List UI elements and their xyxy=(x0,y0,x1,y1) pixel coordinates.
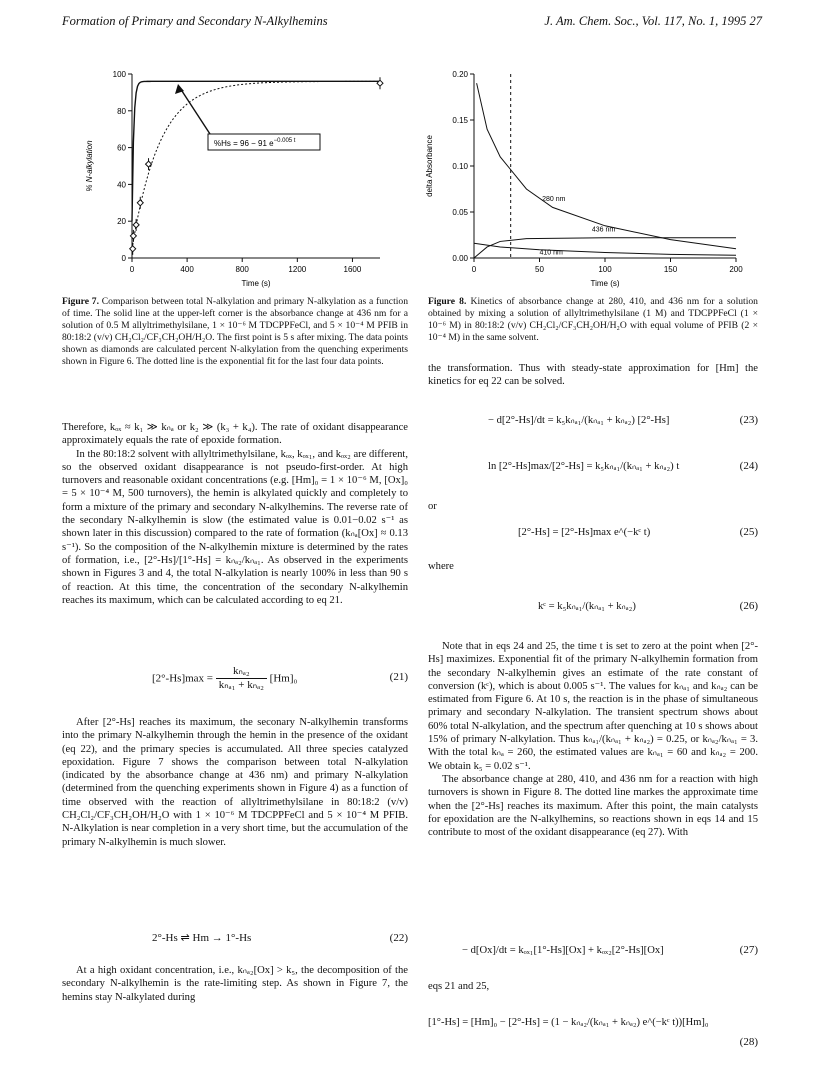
equation-25 xyxy=(428,524,758,548)
annotation-arrow xyxy=(180,88,210,134)
x-tick-label: 50 xyxy=(535,265,544,274)
y-tick-label: 0.10 xyxy=(452,162,468,171)
y-tick-label: 60 xyxy=(117,143,126,153)
figure-8-caption xyxy=(428,296,758,344)
y-tick-label: 100 xyxy=(112,70,126,79)
figure-8-caption-text: Kinetics of absorbance change at 280, 410, and 436 nm for a solution obtained by mixing a solution of allyltrimethylsilane (1 M) and TDCPPFeCl (1 × 10⁻⁶ M) in 80:18:2 (v/v) CH₂Cl₂/CF₃CH₂OH/H₂O with equal volume of PFIB (2 × 10⁻⁴ M) in the same solvent. xyxy=(428,296,758,343)
left-column-text-3 xyxy=(62,964,408,1004)
figure-7-chart xyxy=(62,62,408,294)
eq24-number: (24) xyxy=(739,460,758,472)
absorbance-436nm-line xyxy=(132,81,380,221)
paragraph: After [2°-Hs] reaches its maximum, the seconary N-alkylhemin transforms into the primary N-alkylhemin through the hemin in the presence of the oxidant (eq 22), and the primary species is accumulated. All three species catalyzed epoxidation. Figure 7 shows the comparison between total N-alkylation (indicated by the absorbance change at 436 nm) and primary N-alkylation (determined from the quenching experiments shown in Figure 4) as a function of time observed with the reaction of allyltrimethylsilane in 80:18:2 (v/v) CH₂Cl₂/CF₃CH₂OH/H₂O with 1 × 10⁻⁶ M TDCPPFeCl and 5 × 10⁻⁴ M PFIB. N-Alkylation is near completion in a very short time, but the accumulation of the primary N-alkylhemin is much slower. xyxy=(62,717,408,848)
x-tick-label: 1600 xyxy=(343,265,362,274)
y-tick-label: 0.15 xyxy=(452,116,468,125)
data-point xyxy=(133,222,139,228)
or-text: or xyxy=(428,501,437,512)
eq22-body: 2°-Hs ⇌ Hm → 1°-Hs xyxy=(152,932,252,944)
eq25-body: [2°-Hs] = [2°-Hs]max e^(−kᶜ t) xyxy=(518,527,651,538)
paragraph: Therefore, kₒₓ ≈ k₁ ≫ kₙₐ or k₂ ≫ (k₃ + k₄). The rate of oxidant disappearance approximately equals the rate of epoxide formation. xyxy=(62,422,408,447)
right-column-text-2 xyxy=(428,640,758,839)
paragraph: Note that in eqs 24 and 25, the time t is set to zero at the point when [2°-Hs] maximizes. Exponential fit of the primary N-alkylhemin formation from the secondary N-alkylhemin gives an estimate of the rate constant of conversion (kᶜ), which is about 0.005 s⁻¹. The values for kₙₐ₁ and kₙₐ₂ can be estimated from Figure 6. At 10 s, the reaction is in the phase of simultaneous primary and secondary N-alkylation. The transient spectrum shows about 60% total N-alkylation, and the spectrum after quenching at 10 s shows about 15% of primary N-alkylation. Thus kₙₐ₁/(kₙₐ₁ + kₙₐ₂) = 0.25, or kₙₐ₂/kₙₐ₁ = 3. With the total kₙₐ = 260, the estimated values are kₙₐ₁ = 60 and kₙₐ₂ = 200. We obtain k₅ = 0.02 s⁻¹. xyxy=(428,641,758,772)
y-tick-label: 0.20 xyxy=(452,70,468,79)
x-axis-label: Time (s) xyxy=(241,279,271,288)
eq23-body: − d[2°-Hs]/dt = k₅kₙₐ₁/(kₙₐ₁ + kₙₐ₂) [2°-Hs] xyxy=(488,415,670,426)
y-tick-label: 0.05 xyxy=(452,208,468,217)
eq21-denominator: kₙₐ₁ + kₙₐ₂ xyxy=(218,679,264,692)
running-header-title: Formation of Primary and Secondary N-Alkylhemins xyxy=(62,14,328,28)
running-header-journal: J. Am. Chem. Soc., Vol. 117, No. 1, 1995 27 xyxy=(544,14,762,28)
eq26-body: kᶜ = k₅kₙₐ₁/(kₙₐ₁ + kₙₐ₂) xyxy=(538,601,636,612)
annotation-exponent: −0.005 t xyxy=(273,138,296,144)
paragraph: eqs 21 and 25, xyxy=(428,981,490,992)
figure-8-chart xyxy=(418,62,764,294)
eq21-fraction xyxy=(216,665,267,693)
x-tick-label: 1200 xyxy=(288,265,307,274)
paragraph: The absorbance change at 280, 410, and 436 nm for a reaction with high turnovers is shown in Figure 8. The dotted line markes the approximate time when the [2°-Hs] reaches its maximum. After this point, the main catalysts for epoxidation are the N-alkylhemins, so reactions shown in eqs 14 and 15 contribute to most of the oxidant disappearance (eq 27). With xyxy=(428,773,758,839)
x-axis-label: Time (s) xyxy=(590,279,620,288)
data-point xyxy=(137,200,143,206)
x-tick-label: 0 xyxy=(471,265,477,274)
eq23-number: (23) xyxy=(739,414,758,426)
eq21-number: (21) xyxy=(389,671,408,683)
left-column-text-2 xyxy=(62,716,408,849)
x-tick-label: 0 xyxy=(129,265,135,274)
equation-23 xyxy=(428,404,758,438)
y-tick-label: 80 xyxy=(117,106,126,116)
y-axis-label: delta Absorbance xyxy=(425,135,434,197)
figure-7-caption-label: Figure 7. xyxy=(62,296,99,307)
absorbance-410nm-line xyxy=(474,243,736,255)
series-label-410: 410 nm xyxy=(539,249,563,257)
exponential-fit-line xyxy=(132,81,380,248)
equation-24 xyxy=(428,450,758,484)
equation-21 xyxy=(62,661,408,701)
x-tick-label: 200 xyxy=(729,265,743,274)
eq21-rhs: [Hm]₀ xyxy=(269,672,298,685)
x-tick-label: 100 xyxy=(598,265,612,274)
x-tick-label: 800 xyxy=(235,265,249,274)
eq26-number: (26) xyxy=(739,600,758,612)
eq27-body: − d[Ox]/dt = kₒₓ₁[1°-Hs][Ox] + kₒₓ₂[2°-Hs][Ox] xyxy=(462,945,664,956)
annotation-text: %Hs = 96 − 91 $e^{-0.005 t}$ xyxy=(214,138,296,148)
left-column-text xyxy=(62,421,408,607)
x-tick-label: 150 xyxy=(663,265,678,274)
eq28-body: [1°-Hs] = [Hm]₀ − [2°-Hs] = (1 − kₙₐ₂/(kₙₐ₁ + kₙₐ₂) e^(−kᶜ t))[Hm]₀ xyxy=(428,1017,709,1028)
eq24-body: ln [2°-Hs]max/[2°-Hs] = k₅kₙₐ₁/(kₙₐ₁ + kₙₐ₂) t xyxy=(488,461,680,472)
right-column-text-3 xyxy=(428,980,758,993)
equation-26 xyxy=(428,590,758,624)
data-point xyxy=(130,246,136,252)
eq25-number: (25) xyxy=(739,526,758,538)
equation-27 xyxy=(428,938,758,968)
absorbance-280nm-line xyxy=(477,83,736,249)
eq22-number: (22) xyxy=(389,932,408,944)
right-column-text xyxy=(428,362,758,389)
paragraph: At a high oxidant concentration, i.e., kₙₐ₂[Ox] > k₅, the decomposition of the secondary N-alkylhemin is the rate-limiting step. As shown in Figure 7, the hemins stay N-alkylated during xyxy=(62,965,408,1003)
series-label-436: 436 nm xyxy=(591,226,616,234)
eq28-number: (28) xyxy=(739,1036,758,1048)
eq21-lhs: [2°-Hs]max = xyxy=(152,672,214,685)
paragraph: In the 80:18:2 solvent with allyltrimethylsilane, kₒₓ, kₒₓ₁, and kₒₓ₂ are different, so the observed oxidant disappearance is not pseudo-first-order. At high turnovers and reasonable oxidant concentrations (e.g. [Hm]₀ = 1 × 10⁻⁶ M, [Ox]₀ = 5 × 10⁻⁴ M, 500 turnovers), the hemin is alkylated quickly and completely to form a mixture of the primary and secondary N-alkylhemins. The reverse rate of the secondary N-alkylhemin is slow (the estimated value is 0.01−0.02 s⁻¹ as shown later in this discussion) compared to the rate of formation (kₙₐ[Ox] ≈ 0.13 s⁻¹). So the composition of the N-alkylhemin mixture is determined by the rates of formation, i.e., [2°-Hs]/[1°-Hs] = kₙₐ₂/kₙₐ₁. As observed in the experiments shown in Figures 3 and 4, the total N-alkylation is nearly 100% in less than 90 s of reaction. At this time, the concentration of the secondary N-alkylhemin reaches its maximum, which can be calculated according to eq 21. xyxy=(62,448,408,606)
y-tick-label: 0.00 xyxy=(452,254,468,263)
figure-8-caption-label: Figure 8. xyxy=(428,296,467,307)
figure-7-caption-text: Comparison between total N-alkylation and primary N-alkylation as a function of time. The solid line at the upper-left corner is the absorbance change at 436 nm for a solution of 0.5 M allyltrimethylsilane, 1 × 10⁻⁶ M TDCPPFeCl, and 5 × 10⁻⁴ M PFIB in 80:18:2 (v/v) CH₂Cl₂/CF₃CH₂OH/H₂O. The first point is 5 s after mixing. The data points shown as diamonds are calculated percent N-alkylation from the quenching experiments shown in Figure 6. The dotted line is the exponential fit for the last four data points. xyxy=(62,296,408,367)
figure-7-caption xyxy=(62,296,408,368)
y-tick-label: 20 xyxy=(117,217,126,227)
eq27-number: (27) xyxy=(739,944,758,956)
data-point xyxy=(130,233,136,239)
series-label-280: 280 nm xyxy=(542,195,566,203)
x-tick-label: 400 xyxy=(180,265,194,274)
equation-22 xyxy=(62,928,408,952)
y-tick-label: 40 xyxy=(117,180,126,190)
where-text: where xyxy=(428,561,454,572)
paragraph: the transformation. Thus with steady-state approximation for [Hm] the kinetics for eq 22 can be solved. xyxy=(428,363,758,388)
y-axis-label: % N-alkylation xyxy=(85,140,94,192)
eq21-numerator: kₙₐ₂ xyxy=(216,665,267,679)
y-tick-label: 0 xyxy=(121,254,126,263)
equation-28 xyxy=(428,1012,758,1052)
